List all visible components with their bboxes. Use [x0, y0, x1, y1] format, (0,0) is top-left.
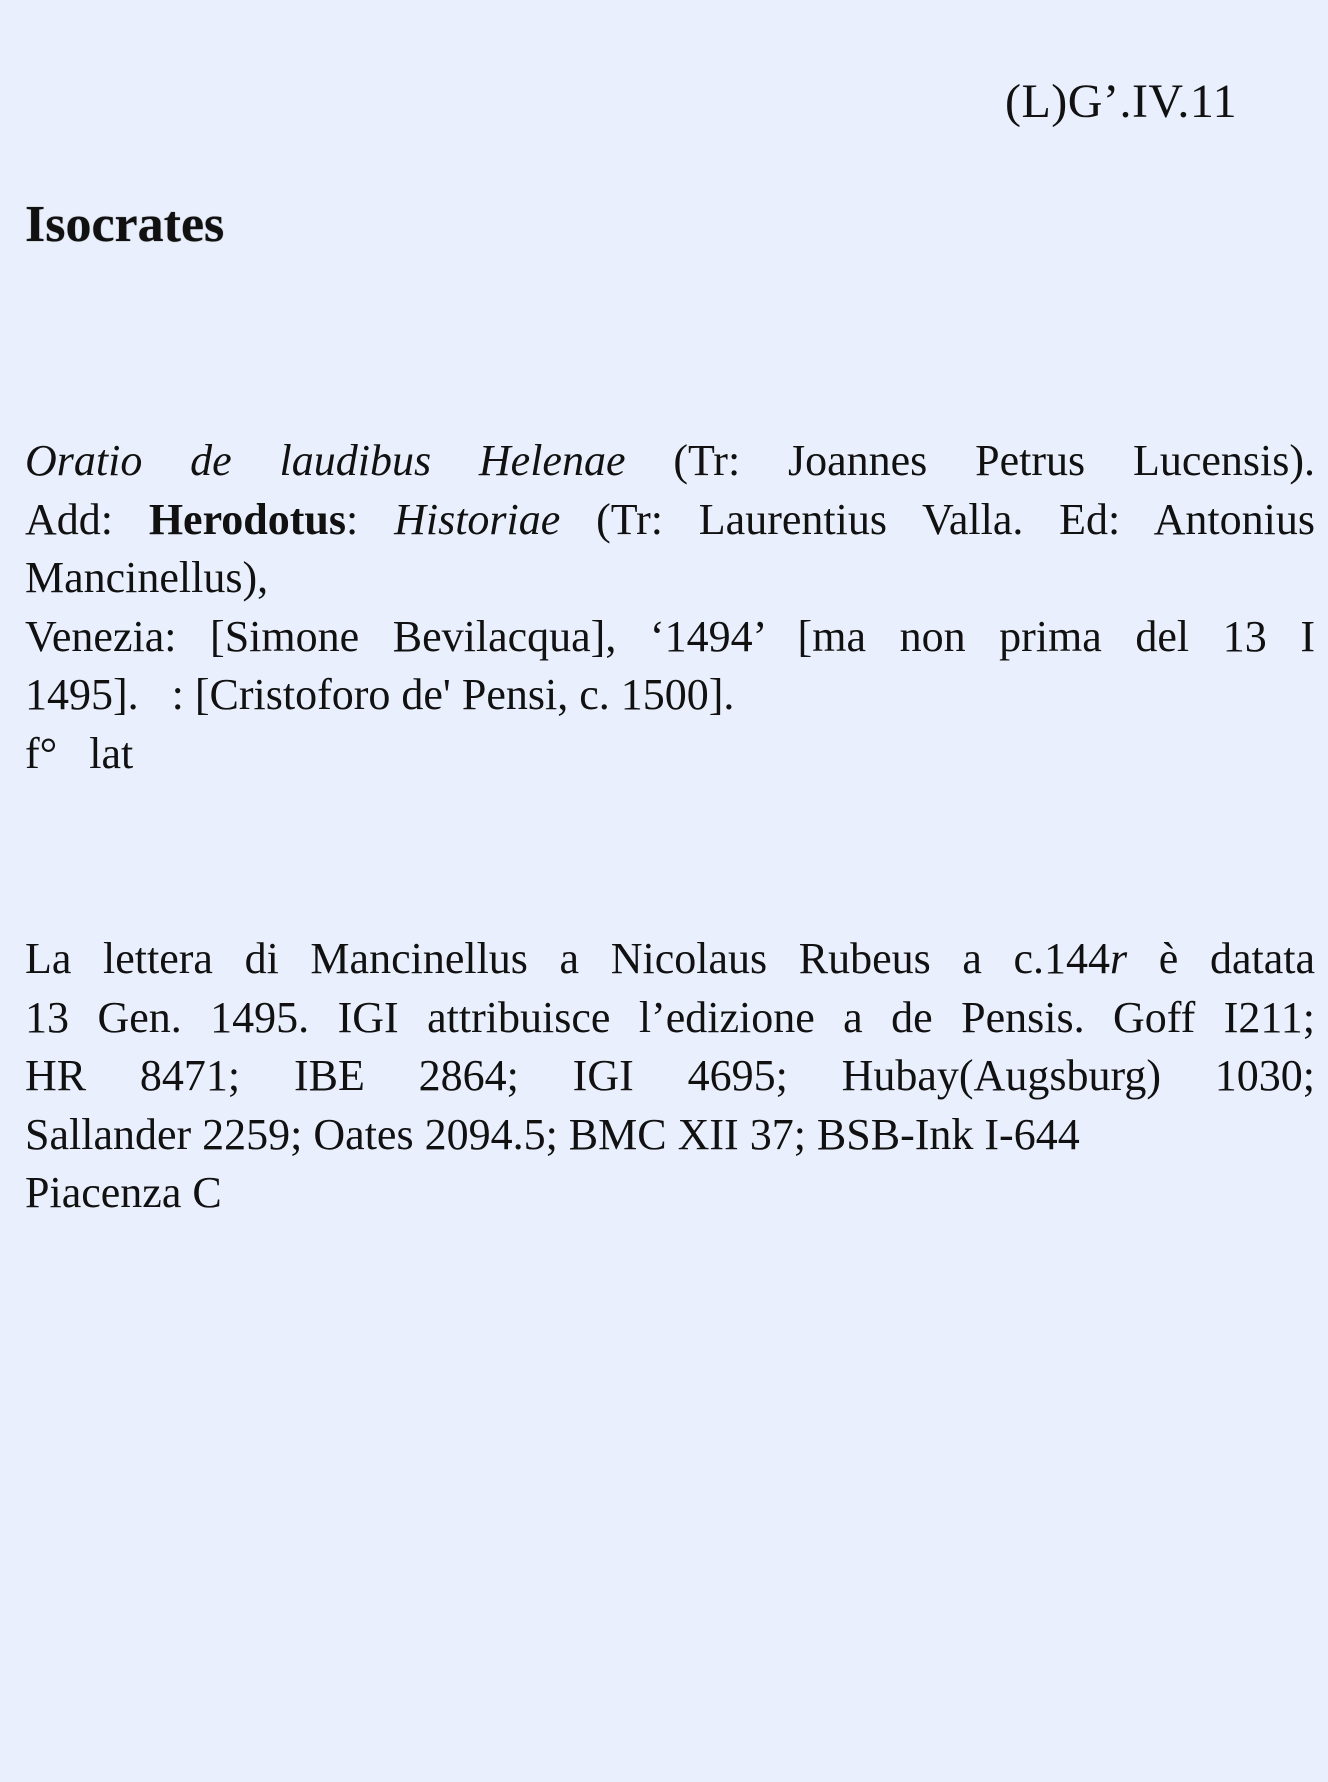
bibliographic-entry	[25, 432, 1315, 783]
notes-text: è datata	[1127, 934, 1315, 983]
title-line	[25, 432, 1315, 491]
added-work-title: Historiae	[394, 494, 561, 544]
notes-line: 13 Gen. 1495. IGI attribuisce l’edizione a de Pensis. Goff I211;	[25, 992, 1315, 1042]
format: f°	[25, 728, 58, 778]
work-title: Oratio de laudibus Helenae	[25, 436, 626, 485]
added-author: Herodotus	[148, 494, 347, 544]
imprint-line-continued: 1495]. : [Cristoforo de' Pensi, c. 1500].	[25, 670, 735, 719]
added-colon: :	[346, 494, 359, 544]
notes-line	[25, 930, 1315, 989]
addition-line	[25, 491, 1315, 550]
notes-line: HR 8471; IBE 2864; IGI 4695; Hubay(Augsburg) 1030;	[25, 1051, 1315, 1100]
shelfmark: (L)G’.IV.11	[1005, 75, 1238, 128]
imprint-line: Venezia: [Simone Bevilacqua], ‘1494’ [ma non prima del 13 I	[25, 611, 1315, 661]
addition-label: Add:	[25, 494, 113, 544]
author-heading: Isocrates	[25, 196, 225, 253]
added-editors: (Tr: Laurentius Valla. Ed: Antonius	[596, 494, 1316, 544]
translator-note: (Tr: Joannes Petrus Lucensis).	[673, 436, 1316, 485]
addition-line-continued: Mancinellus),	[25, 553, 269, 602]
recto-marker: r	[1110, 934, 1128, 983]
notes-text: La lettera di Mancinellus a Nicolaus Rubeus a c.144	[25, 934, 1111, 983]
notes	[25, 930, 1315, 1223]
format-language-line	[25, 725, 1315, 784]
language: lat	[89, 728, 134, 778]
notes-line: Sallander 2259; Oates 2094.5; BMC XII 37; BSB-Ink I-644	[25, 1109, 1080, 1159]
holding-library: Piacenza C	[25, 1168, 222, 1217]
